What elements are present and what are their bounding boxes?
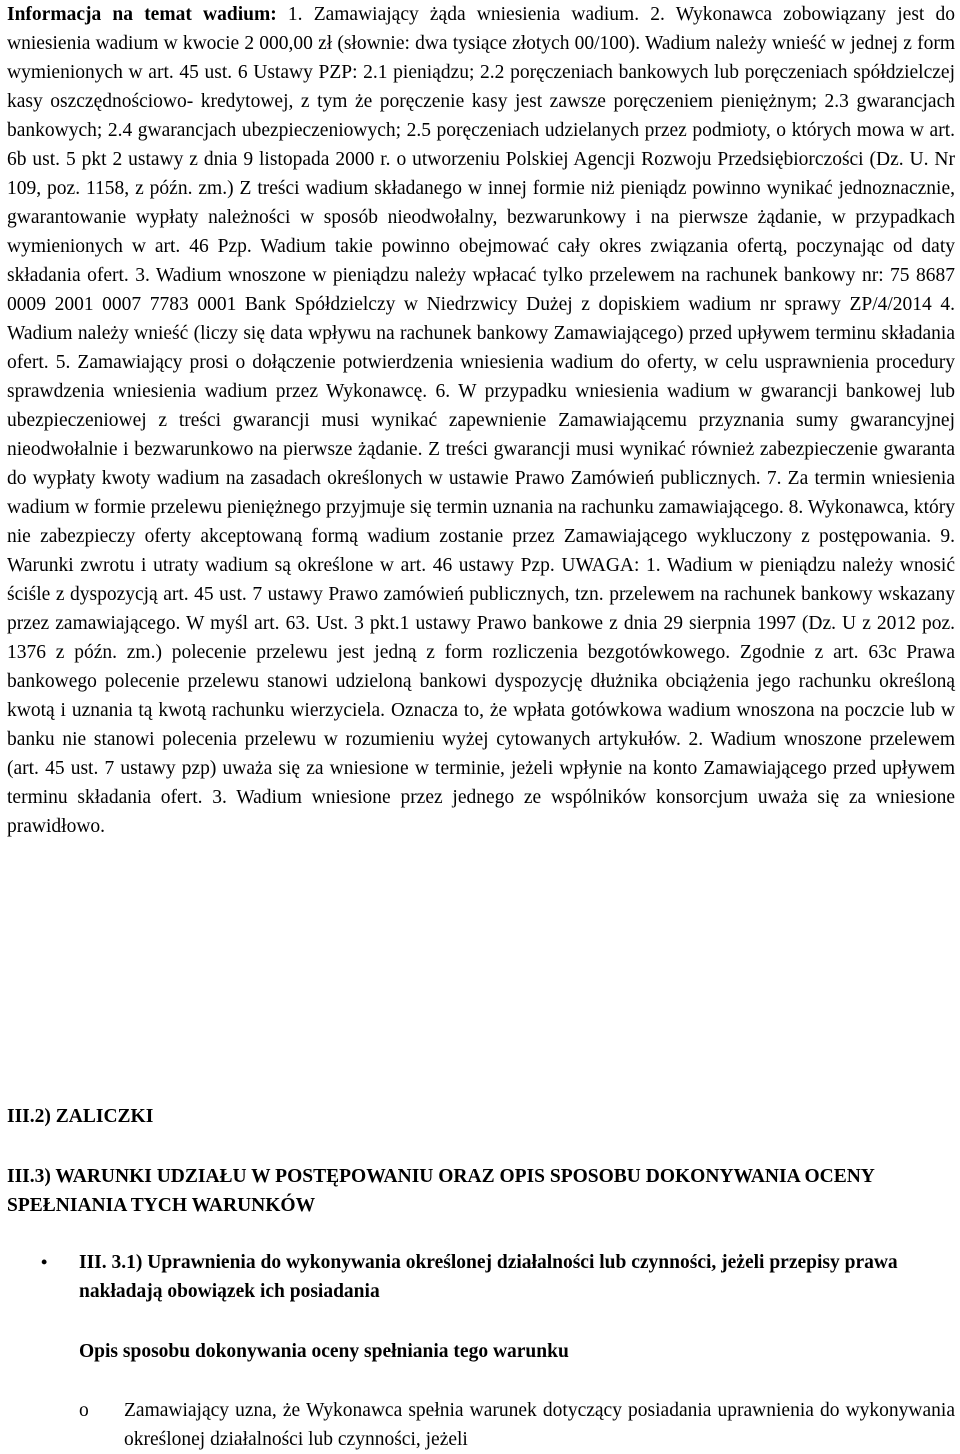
list-item-text: III. 3.1) Uprawnienia do wykonywania określonej działalności lub czynności, jeżeli przepisy prawa nakładają obowiązek ich posiadania — [79, 1252, 898, 1302]
sub-list-item — [7, 1396, 955, 1454]
circle-bullet-icon: o — [79, 1400, 89, 1421]
list-item — [7, 1248, 955, 1306]
wadium-label: Informacja na temat wadium: — [7, 4, 277, 25]
sub-list-item-text: Zamawiający uzna, że Wykonawca spełnia warunek dotyczący posiadania uprawnienia do wykonywania określonej działalności lub czynności, jeżeli — [124, 1400, 955, 1450]
document-page — [7, 0, 956, 1450]
bullet-icon: • — [41, 1252, 48, 1272]
opis-heading: Opis sposobu dokonywania oceny spełniania tego warunku — [79, 1341, 569, 1362]
section-heading-zaliczki: III.2) ZALICZKI — [7, 1106, 154, 1127]
wadium-text: 1. Zamawiający żąda wniesienia wadium. 2. Wykonawca zobowiązany jest do wniesienia wadium w kwocie 2 000,00 zł (słownie: dwa tysiące złotych 00/100). Wadium należy wnieść w jednej z form wymienionych w art. 45 ust. 6 Ustawy PZP: 2.1 pieniądzu; 2.2 poręczeniach bankowych lub poręczeniach spółdzielczej kasy oszczędnościowo- kredytowej, z tym że poręczenie kasy jest zawsze poręczeniem pieniężnym; 2.3 gwarancjach bankowych; 2.4 gwarancjach ubezpieczeniowych; 2.5 poręczeniach udzielanych przez podmioty, o których mowa w art. 6b ust. 5 pkt 2 ustawy z dnia 9 listopada 2000 r. o utworzeniu Polskiej Agencji Rozwoju Przedsiębiorczości (Dz. U. Nr 109, poz. 1158, z późn. zm.) Z treści wadium składanego w innej formie niż pieniądz powinno wynikać jednoznacznie, gwarantowanie wypłaty należności w sposób nieodwołalny, bezwarunkowy i na pierwsze żądanie, w przypadkach wymienionych w art. 46 Pzp. Wadium takie powinno obejmować cały okres związania ofertą, poczynając od daty składania ofert. 3. Wadium wnoszone w pieniądzu należy wpłacać tylko przelewem na rachunek bankowy nr: 75 8687 0009 2001 0007 7783 0001 Bank Spółdzielczy w Niedrzwicy Dużej z dopiskiem wadium nr sprawy ZP/4/2014 4. Wadium należy wnieść (liczy się data wpływu na rachunek bankowy Zamawiającego) przed upływem terminu składania ofert. 5. Zamawiający prosi o dołączenie potwierdzenia wniesienia wadium do oferty, w celu usprawnienia procedury sprawdzenia wniesienia wadium przez Wykonawcę. 6. W przypadku wniesienia wadium w gwarancji bankowej lub ubezpieczeniowej z treści gwarancji musi wynikać zapewnienie Zamawiającemu przyznania sumy gwarancyjnej nieodwołalnie i bezwarunkowo na pierwsze żądanie. Z treści gwarancji musi wynikać również zabezpieczenie gwaranta do wypłaty kwoty wadium na zasadach określonych w ustawie Prawo Zamówień publicznych. 7. Za termin wniesienia wadium w formie przelewu pieniężnego przyjmuje się termin uznania na rachunku zamawiającego. 8. Wykonawca, który nie zabezpieczy oferty akceptowaną formą wadium zostanie przez Zamawiającego wykluczony z postępowania. 9. Warunki zwrotu i utraty wadium są określone w art. 46 ustawy Pzp. UWAGA: 1. Wadium w pieniądzu należy wnosić ściśle z dyspozycją art. 45 ust. 7 ustawy Prawo zamówień publicznych, tzn. przelewem na rachunek bankowy wskazany przez zamawiającego. W myśl art. 63. Ust. 3 pkt.1 ustawy Prawo bankowe z dnia 29 sierpnia 1997 (Dz. U z 2012 poz. 1376 z późn. zm.) polecenie przelewu jest jedną z form rozliczenia bezgotówkowego. Zgodnie z art. 63c Prawa bankowego polecenie przelewu stanowi udzieloną bankowi dyspozycję dłużnika obciążenia jego rachunku określoną kwotą i uznania tą kwotą rachunku wierzyciela. Oznacza to, że wpłata gotówkowa wadium wnoszona na poczcie lub w banku nie stanowi polecenia przelewu w rozumieniu wyżej cytowanych artykułów. 2. Wadium wnoszone przelewem (art. 45 ust. 7 ustawy pzp) uważa się za wniesione w terminie, jeżeli wpłynie na konto Zamawiającego przed upływem terminu składania ofert. 3. Wadium wniesione przez jednego ze wspólników konsorcjum uważa się za wniesione prawidłowo. — [7, 4, 956, 837]
wadium-paragraph — [7, 0, 955, 841]
section-heading-warunki: III.3) WARUNKI UDZIAŁU W POSTĘPOWANIU ORAZ OPIS SPOSOBU DOKONYWANIA OCENY SPEŁNIANIA TYCH WARUNKÓW — [7, 1166, 875, 1216]
